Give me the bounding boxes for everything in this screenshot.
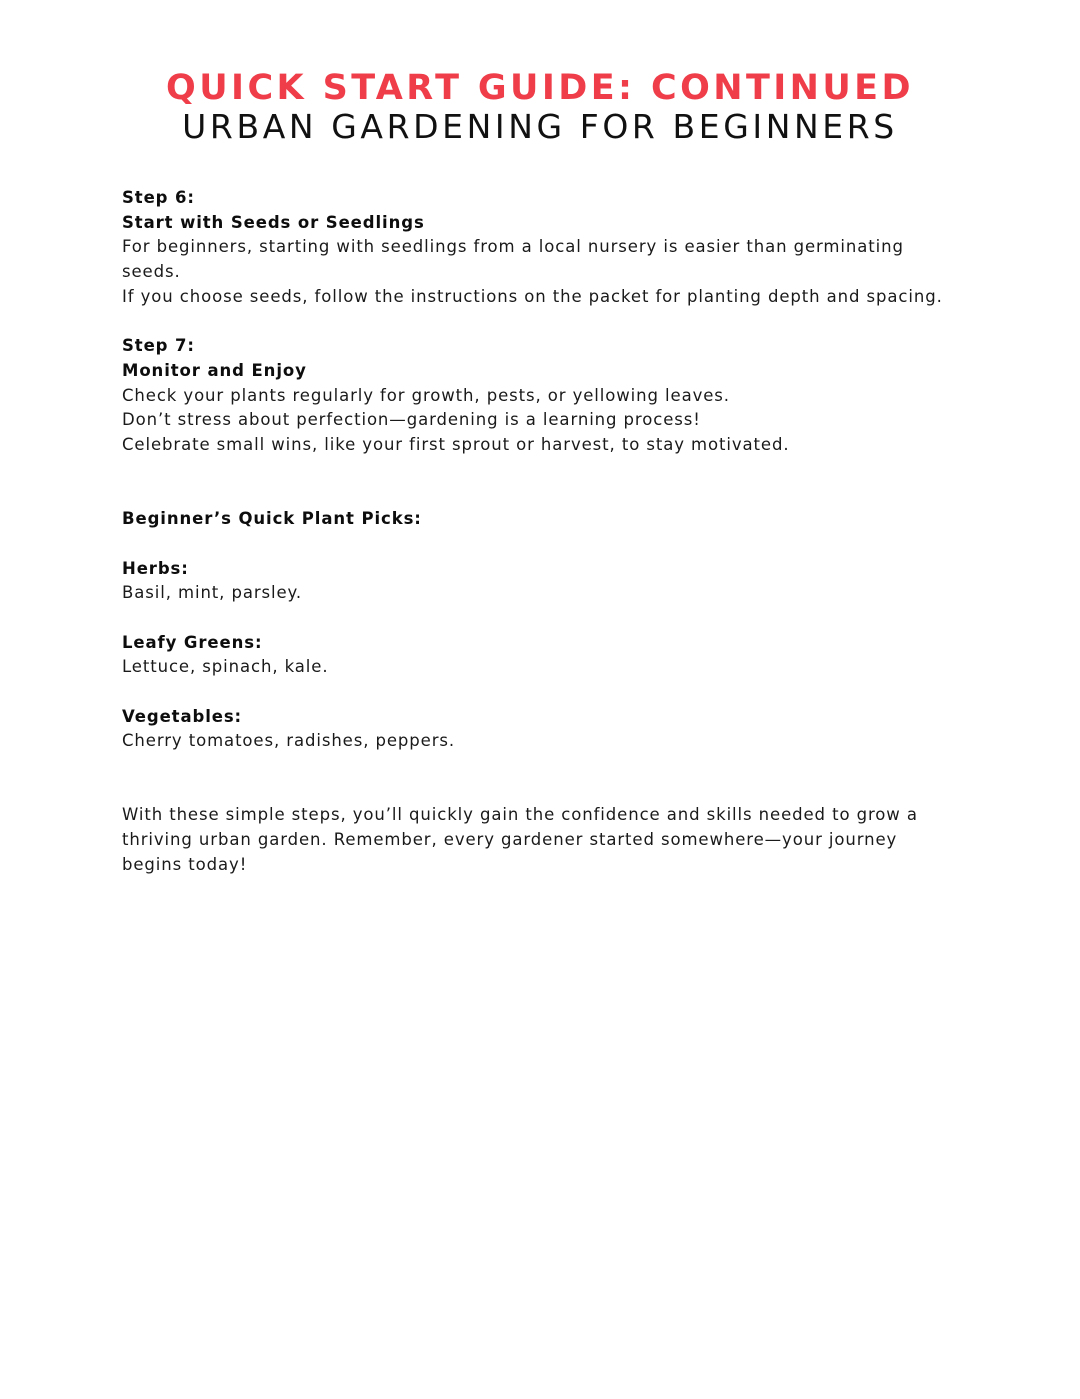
herbs-label: Herbs: xyxy=(122,558,189,578)
plant-picks-section xyxy=(122,507,952,754)
step-7-label: Step 7: xyxy=(122,336,195,356)
spacer xyxy=(122,754,952,803)
leafy-greens-label: Leafy Greens: xyxy=(122,632,263,652)
leafy-greens-items: Lettuce, spinach, kale. xyxy=(122,657,329,677)
vegetables-items: Cherry tomatoes, radishes, peppers. xyxy=(122,731,456,751)
step-6-line-2: If you choose seeds, follow the instructions on the packet for planting depth and spacing. xyxy=(122,286,943,306)
page-title: QUICK START GUIDE: CONTINUED xyxy=(166,68,914,108)
step-7-line-1: Check your plants regularly for growth, pests, or yellowing leaves. xyxy=(122,385,730,405)
step-7-section xyxy=(122,334,952,458)
spacer xyxy=(122,458,952,507)
step-6-line-1: For beginners, starting with seedlings from a local nursery is easier than germinating seeds. xyxy=(122,237,904,282)
step-6-label: Step 6: xyxy=(122,188,195,207)
page-subtitle: URBAN GARDENING FOR BEGINNERS xyxy=(182,107,898,146)
vegetables-label: Vegetables: xyxy=(122,706,243,726)
page-header xyxy=(0,68,1080,146)
step-7-line-3: Celebrate small wins, like your first sprout or harvest, to stay motivated. xyxy=(122,435,790,455)
spacer xyxy=(122,532,952,557)
spacer xyxy=(122,606,952,631)
herbs-items: Basil, mint, parsley. xyxy=(122,583,303,603)
closing-paragraph: With these simple steps, you’ll quickly gain the confidence and skills needed to grow a thriving urban garden. Remember, every gardener started somewhere—your journey begins today! xyxy=(122,805,918,874)
step-7-heading: Monitor and Enjoy xyxy=(122,360,307,380)
document-body xyxy=(122,186,952,878)
spacer xyxy=(122,680,952,705)
spacer xyxy=(122,310,952,335)
step-6-heading: Start with Seeds or Seedlings xyxy=(122,212,425,232)
step-6-section xyxy=(122,186,952,310)
plant-picks-heading: Beginner’s Quick Plant Picks: xyxy=(122,509,422,529)
step-7-line-2: Don’t stress about perfection—gardening is a learning process! xyxy=(122,410,701,430)
